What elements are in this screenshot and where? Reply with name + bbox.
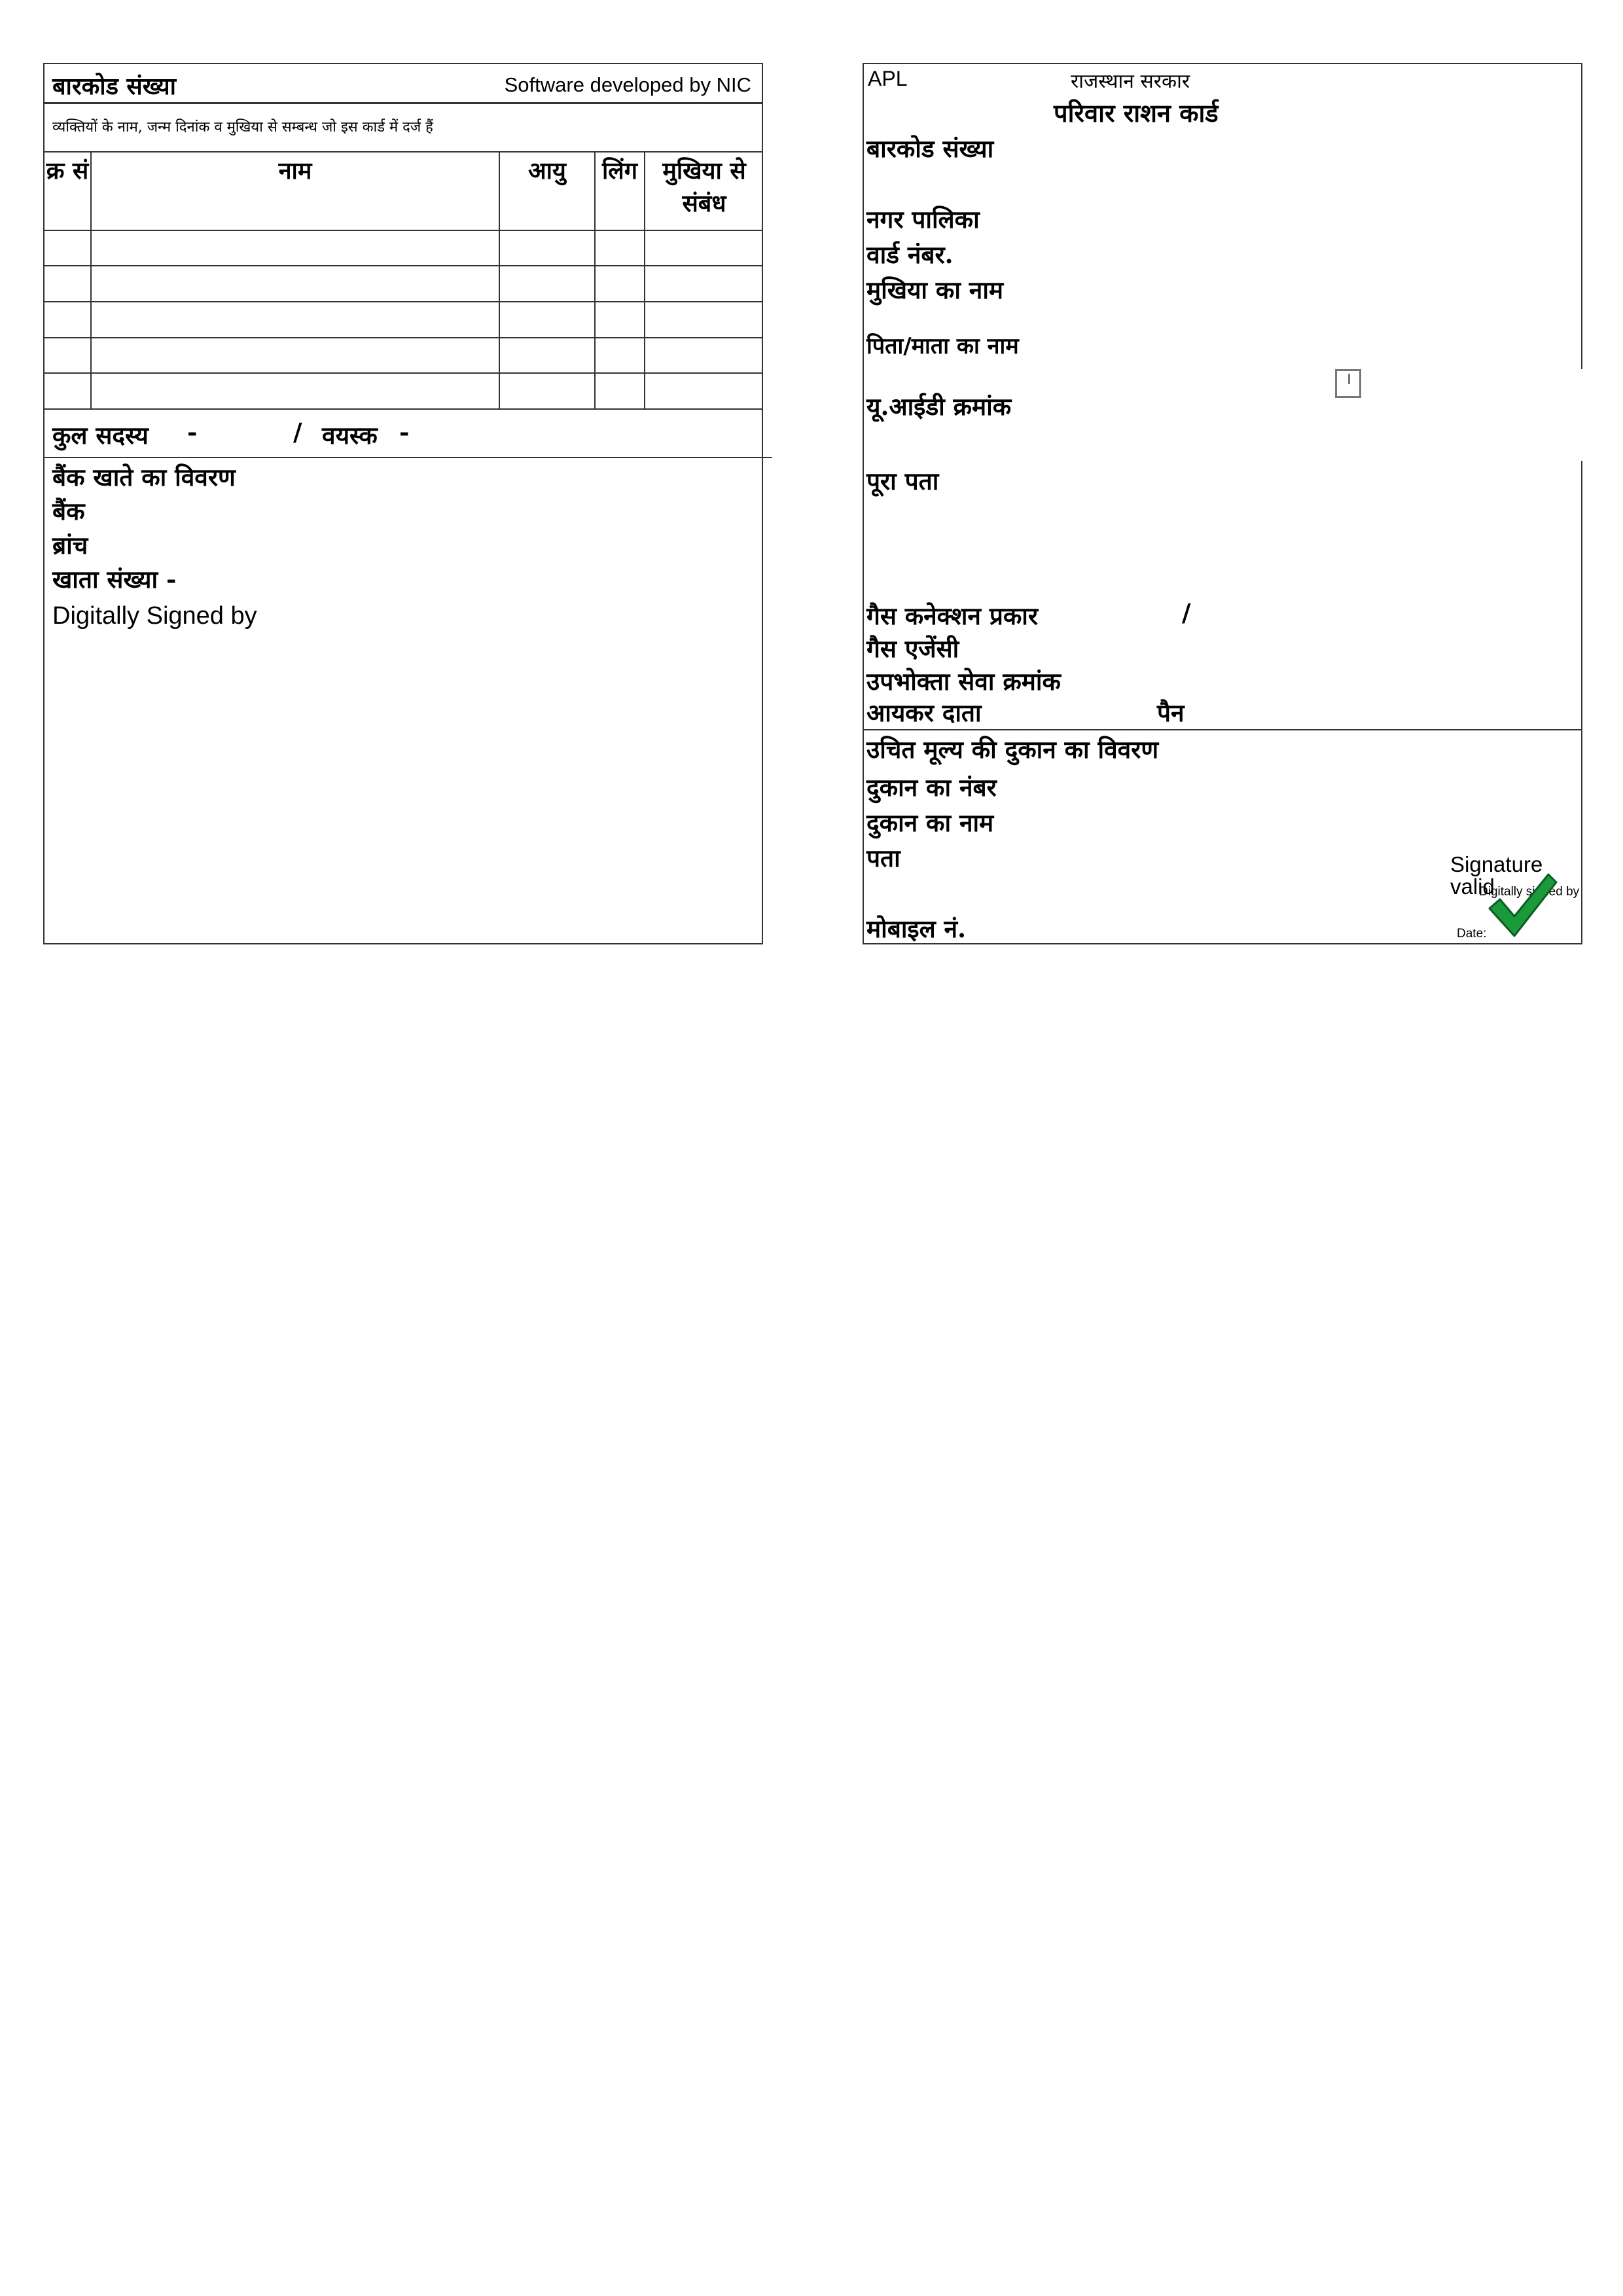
municipality-label: नगर पालिका — [866, 205, 980, 234]
category-label: APL — [868, 67, 908, 90]
bank-details-label: बैंक खाते का विवरण — [52, 463, 236, 492]
gas-agency-label: गैस एजेंसी — [866, 634, 959, 663]
address-label: पूरा पता — [866, 467, 939, 495]
member-details-card — [43, 63, 763, 944]
slash-separator: / — [293, 418, 302, 446]
mobile-label: मोबाइल नं. — [866, 914, 966, 943]
taxpayer-label: आयकर दाता — [866, 698, 982, 727]
col-header-name: नाम — [278, 157, 312, 185]
col-header-gender: लिंग — [601, 157, 637, 185]
bank-label: बैंक — [52, 497, 85, 526]
gas-type-label: गैस कनेक्शन प्रकार — [866, 601, 1039, 630]
table-row — [45, 231, 762, 265]
broken-image-icon — [1335, 369, 1361, 398]
government-label: राजस्थान सरकार — [1071, 70, 1190, 93]
branch-label: ब्रांच — [52, 531, 88, 560]
divider — [864, 729, 1581, 730]
date-label: Date: — [1457, 927, 1487, 941]
total-members-sep: - — [187, 418, 198, 446]
ration-card-front — [863, 63, 1582, 944]
col-header-relation: मुखिया से संबंध — [662, 157, 746, 217]
table-row — [45, 374, 762, 408]
shop-name-label: दुकान का नाम — [866, 808, 994, 837]
barcode-label: बारकोड संख्या — [52, 73, 176, 100]
shop-address-label: पता — [866, 844, 901, 872]
adult-sep: - — [399, 418, 410, 446]
software-credit: Software developed by NIC — [504, 73, 751, 96]
shop-number-label: दुकान का नंबर — [866, 773, 997, 802]
parent-name-label: पिता/माता का नाम — [866, 333, 1019, 359]
pan-label: पैन — [1157, 698, 1185, 727]
head-name-label: मुखिया का नाम — [866, 276, 1004, 304]
table-row-line — [45, 408, 762, 410]
fps-details-label: उचित मूल्य की दुकान का विवरण — [866, 735, 1159, 764]
divider — [45, 457, 772, 458]
photo-area — [1335, 369, 1597, 461]
divider — [45, 151, 762, 152]
adult-label: वयस्क — [322, 421, 378, 450]
account-label: खाता संख्या - — [52, 565, 177, 594]
divider — [45, 102, 762, 104]
table-row — [45, 338, 762, 372]
col-header-age: आयु — [528, 157, 566, 185]
card-title: परिवार राशन कार्ड — [1054, 98, 1219, 128]
members-note: व्यक्तियों के नाम, जन्म दिनांक व मुखिया से सम्बन्ध जो इस कार्ड में दर्ज हैं — [52, 119, 433, 135]
digitally-signed-label: Digitally Signed by — [52, 602, 257, 630]
table-row — [45, 302, 762, 336]
gas-slash: / — [1182, 598, 1191, 627]
table-row — [45, 266, 762, 300]
ward-label: वार्ड नंबर. — [866, 240, 954, 269]
signature-valid-text: Signature valid — [1450, 852, 1543, 899]
barcode-label: बारकोड संख्या — [866, 134, 994, 163]
total-members-label: कुल सदस्य — [52, 421, 149, 450]
uid-label: यू.आईडी क्रमांक — [866, 392, 1012, 421]
check-icon — [1486, 868, 1558, 940]
consumer-number-label: उपभोक्ता सेवा क्रमांक — [866, 667, 1061, 696]
signed-by-text: Digitally signed by — [1479, 885, 1580, 899]
col-header-serial: क्र सं — [46, 157, 89, 185]
